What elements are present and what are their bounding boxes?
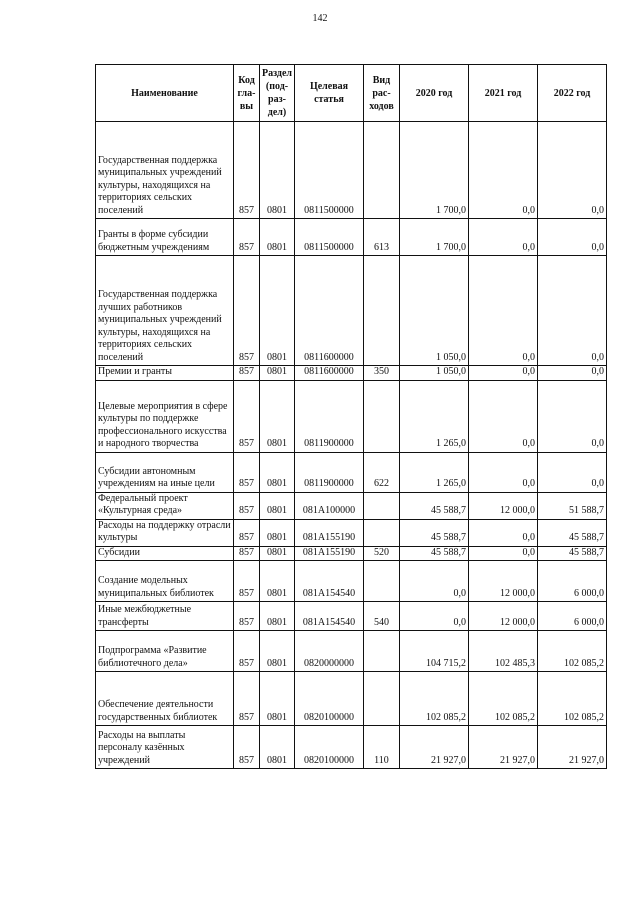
row-expense-type: 350	[364, 366, 400, 381]
row-value-2021: 12 000,0	[469, 602, 538, 631]
row-value-2021: 0,0	[469, 219, 538, 256]
header-section: Раздел (под- раз- дел)	[260, 65, 295, 122]
table-row	[96, 519, 607, 546]
row-value-2022: 21 927,0	[538, 726, 607, 769]
row-section: 0801	[260, 219, 295, 256]
row-section: 0801	[260, 380, 295, 452]
row-value-2022: 6 000,0	[538, 602, 607, 631]
row-chapter-code: 857	[234, 519, 260, 546]
row-name: Федеральный проект «Культурная среда»	[96, 492, 234, 519]
row-target-article: 081A154540	[295, 602, 364, 631]
row-section: 0801	[260, 672, 295, 726]
row-chapter-code: 857	[234, 672, 260, 726]
table-row	[96, 366, 607, 381]
row-chapter-code: 857	[234, 122, 260, 219]
table-row	[96, 561, 607, 602]
row-chapter-code: 857	[234, 561, 260, 602]
row-value-2021: 0,0	[469, 366, 538, 381]
row-expense-type	[364, 492, 400, 519]
row-name: Расходы на поддержку отрасли культуры	[96, 519, 234, 546]
row-value-2022: 0,0	[538, 256, 607, 366]
header-year-2020: 2020 год	[400, 65, 469, 122]
row-value-2020: 21 927,0	[400, 726, 469, 769]
row-expense-type: 520	[364, 546, 400, 561]
row-section: 0801	[260, 631, 295, 672]
row-target-article: 0820100000	[295, 726, 364, 769]
row-chapter-code: 857	[234, 546, 260, 561]
row-value-2020: 104 715,2	[400, 631, 469, 672]
row-expense-type: 110	[364, 726, 400, 769]
budget-table	[95, 64, 607, 769]
row-target-article: 0811900000	[295, 380, 364, 452]
row-section: 0801	[260, 452, 295, 492]
row-value-2021: 0,0	[469, 380, 538, 452]
table-row	[96, 602, 607, 631]
row-value-2021: 0,0	[469, 256, 538, 366]
header-expense-type: Вид рас- ходов	[364, 65, 400, 122]
row-name: Гранты в форме субсидии бюджетным учреждениям	[96, 219, 234, 256]
row-target-article: 0811600000	[295, 256, 364, 366]
row-value-2020: 1 700,0	[400, 219, 469, 256]
row-value-2022: 51 588,7	[538, 492, 607, 519]
table-row	[96, 726, 607, 769]
row-target-article: 0820000000	[295, 631, 364, 672]
row-value-2020: 1 050,0	[400, 366, 469, 381]
row-section: 0801	[260, 366, 295, 381]
row-name: Премии и гранты	[96, 366, 234, 381]
table-row	[96, 631, 607, 672]
table-row	[96, 492, 607, 519]
row-chapter-code: 857	[234, 602, 260, 631]
row-value-2020: 45 588,7	[400, 492, 469, 519]
row-section: 0801	[260, 492, 295, 519]
row-expense-type	[364, 631, 400, 672]
row-value-2021: 0,0	[469, 519, 538, 546]
row-value-2021: 21 927,0	[469, 726, 538, 769]
row-target-article: 0820100000	[295, 672, 364, 726]
row-section: 0801	[260, 561, 295, 602]
row-chapter-code: 857	[234, 380, 260, 452]
row-target-article: 0811900000	[295, 452, 364, 492]
row-section: 0801	[260, 546, 295, 561]
row-section: 0801	[260, 602, 295, 631]
row-value-2020: 0,0	[400, 602, 469, 631]
row-value-2020: 1 265,0	[400, 452, 469, 492]
row-target-article: 0811500000	[295, 122, 364, 219]
header-target-article: Целевая статья	[295, 65, 364, 122]
header-row	[96, 65, 607, 122]
header-chapter-code: Код гла- вы	[234, 65, 260, 122]
row-target-article: 0811500000	[295, 219, 364, 256]
row-value-2021: 0,0	[469, 546, 538, 561]
row-target-article: 081A155190	[295, 519, 364, 546]
row-value-2021: 12 000,0	[469, 492, 538, 519]
row-value-2022: 0,0	[538, 122, 607, 219]
row-target-article: 081A155190	[295, 546, 364, 561]
table-row	[96, 546, 607, 561]
row-value-2022: 45 588,7	[538, 546, 607, 561]
table-row	[96, 380, 607, 452]
row-target-article: 081A100000	[295, 492, 364, 519]
row-value-2022: 0,0	[538, 380, 607, 452]
row-section: 0801	[260, 726, 295, 769]
row-chapter-code: 857	[234, 219, 260, 256]
row-expense-type	[364, 672, 400, 726]
table-row	[96, 219, 607, 256]
row-value-2020: 1 265,0	[400, 380, 469, 452]
row-value-2021: 102 085,2	[469, 672, 538, 726]
row-value-2021: 102 485,3	[469, 631, 538, 672]
row-expense-type	[364, 561, 400, 602]
table-row	[96, 672, 607, 726]
row-expense-type: 540	[364, 602, 400, 631]
row-chapter-code: 857	[234, 366, 260, 381]
row-value-2022: 0,0	[538, 452, 607, 492]
page-number: 142	[312, 13, 328, 24]
row-value-2020: 1 050,0	[400, 256, 469, 366]
row-name: Иные межбюджетные трансферты	[96, 602, 234, 631]
row-expense-type	[364, 380, 400, 452]
row-value-2022: 0,0	[538, 219, 607, 256]
row-expense-type	[364, 122, 400, 219]
row-chapter-code: 857	[234, 631, 260, 672]
row-name: Государственная поддержка лучших работников муниципальных учреждений культуры, находящихся на территориях сельских поселений	[96, 256, 234, 366]
row-name: Субсидии	[96, 546, 234, 561]
table-row	[96, 122, 607, 219]
row-name: Государственная поддержка муниципальных учреждений культуры, находящихся на территориях сельских поселений	[96, 122, 234, 219]
row-expense-type	[364, 256, 400, 366]
row-value-2020: 0,0	[400, 561, 469, 602]
row-value-2020: 1 700,0	[400, 122, 469, 219]
row-expense-type	[364, 519, 400, 546]
table-row	[96, 256, 607, 366]
row-target-article: 081A154540	[295, 561, 364, 602]
header-year-2021: 2021 год	[469, 65, 538, 122]
row-name: Подпрограмма «Развитие библиотечного дела»	[96, 631, 234, 672]
row-value-2020: 45 588,7	[400, 519, 469, 546]
row-chapter-code: 857	[234, 256, 260, 366]
table-row	[96, 452, 607, 492]
row-name: Расходы на выплаты персоналу казённых учреждений	[96, 726, 234, 769]
row-name: Субсидии автономным учреждениям на иные цели	[96, 452, 234, 492]
row-chapter-code: 857	[234, 492, 260, 519]
row-chapter-code: 857	[234, 452, 260, 492]
row-name: Целевые мероприятия в сфере культуры по поддержке профессионального искусства и народного творчества	[96, 380, 234, 452]
row-chapter-code: 857	[234, 726, 260, 769]
row-name: Создание модельных муниципальных библиотек	[96, 561, 234, 602]
row-value-2021: 0,0	[469, 452, 538, 492]
row-expense-type: 622	[364, 452, 400, 492]
row-section: 0801	[260, 519, 295, 546]
row-section: 0801	[260, 122, 295, 219]
row-expense-type: 613	[364, 219, 400, 256]
row-value-2022: 102 085,2	[538, 631, 607, 672]
row-target-article: 0811600000	[295, 366, 364, 381]
row-value-2021: 0,0	[469, 122, 538, 219]
row-value-2022: 0,0	[538, 366, 607, 381]
header-name: Наименование	[96, 65, 234, 122]
row-value-2022: 6 000,0	[538, 561, 607, 602]
row-name: Обеспечение деятельности государственных библиотек	[96, 672, 234, 726]
row-value-2020: 102 085,2	[400, 672, 469, 726]
row-section: 0801	[260, 256, 295, 366]
row-value-2022: 45 588,7	[538, 519, 607, 546]
header-year-2022: 2022 год	[538, 65, 607, 122]
row-value-2020: 45 588,7	[400, 546, 469, 561]
row-value-2021: 12 000,0	[469, 561, 538, 602]
row-value-2022: 102 085,2	[538, 672, 607, 726]
